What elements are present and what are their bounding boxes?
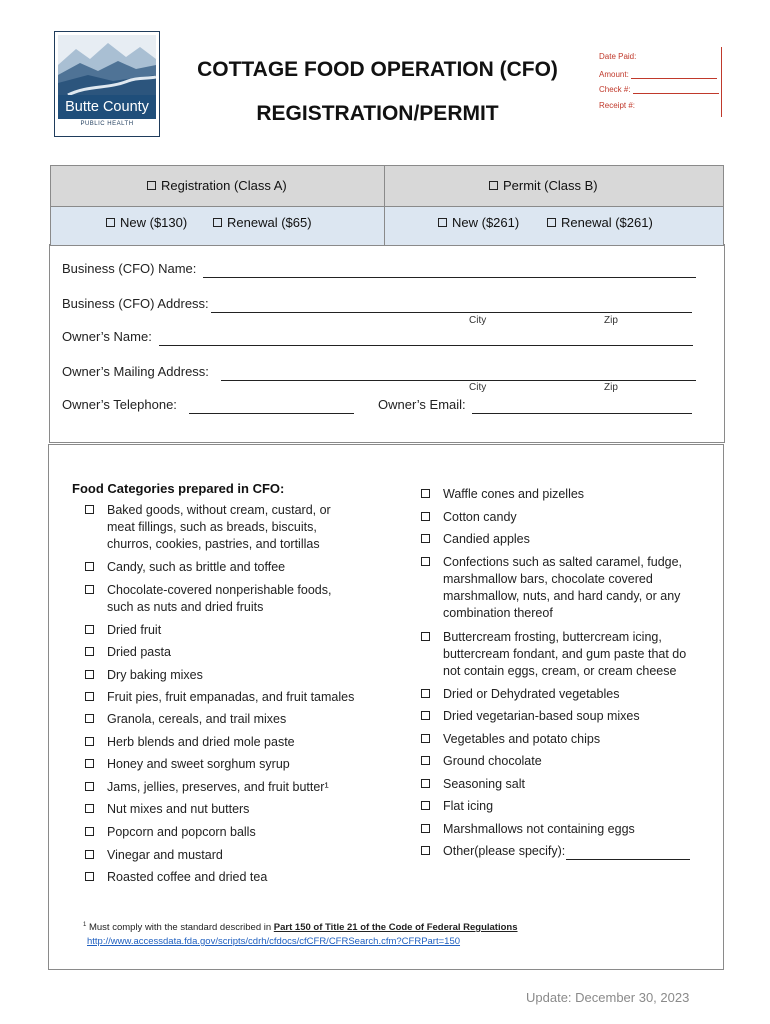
- class-a-heading[interactable]: Registration (Class A): [147, 178, 287, 193]
- butte-county-logo: [54, 31, 160, 137]
- update-date: Update: December 30, 2023: [526, 990, 690, 1005]
- food-item-label: Confections such as salted caramel, fudge,: [443, 555, 683, 569]
- checkbox-icon: [85, 872, 94, 881]
- food-item-label: such as nuts and dried fruits: [107, 600, 264, 614]
- checkbox-icon: [421, 779, 430, 788]
- food-item-label: Roasted coffee and dried tea: [107, 870, 268, 884]
- date-paid-label: Date Paid:: [599, 52, 637, 61]
- checkbox-icon: [489, 181, 498, 190]
- page-subtitle: REGISTRATION/PERMIT: [256, 102, 499, 125]
- food-item-label: Marshmallows not containing eggs: [443, 822, 635, 836]
- food-item-label: Buttercream frosting, buttercream icing,: [443, 630, 662, 644]
- other-specify-field[interactable]: [566, 858, 690, 860]
- food-item-label: meat fillings, such as breads, biscuits,: [107, 520, 317, 534]
- checkbox-icon: [106, 218, 115, 227]
- food-item-label: Seasoning salt: [443, 777, 526, 791]
- food-item-label: marshmallow bars, chocolate covered: [443, 572, 653, 586]
- email-label: Owner’s Email:: [378, 397, 466, 412]
- checkbox-icon: [213, 218, 222, 227]
- food-item-label: combination thereof: [443, 606, 553, 620]
- food-item-label: Waffle cones and pizelles: [443, 487, 585, 501]
- checkbox-icon: [85, 585, 94, 594]
- checkbox-icon: [85, 714, 94, 723]
- food-item-label: Candied apples: [443, 532, 530, 546]
- food-item-label: marshmallow, nuts, and hard candy, or any: [443, 589, 681, 603]
- footnote: $^1$ Must comply with the standard described in Part 150 of Title 21 of the Code of Federal Regulations: [83, 922, 518, 934]
- class-b-heading[interactable]: Permit (Class B): [489, 178, 598, 193]
- food-item-label: Dried pasta: [107, 645, 171, 659]
- mailing-city-label: City: [469, 382, 487, 393]
- amount-field[interactable]: [631, 70, 717, 79]
- mailing-zip-label: Zip: [604, 382, 618, 393]
- city-label: City: [469, 315, 487, 326]
- owner-name-field[interactable]: [159, 344, 693, 346]
- checkbox-icon: [421, 801, 430, 810]
- office-use-box: [595, 47, 722, 117]
- food-item-label: Vegetables and potato chips: [443, 732, 601, 746]
- checkbox-icon: [421, 534, 430, 543]
- checkbox-icon: [85, 692, 94, 701]
- food-item-label: Ground chocolate: [443, 754, 542, 768]
- checkbox-icon: [421, 711, 430, 720]
- checkbox-icon: [421, 734, 430, 743]
- food-item-label: Granola, cereals, and trail mixes: [107, 712, 287, 726]
- business-name-label: Business (CFO) Name:: [62, 261, 197, 276]
- checkbox-icon: [421, 557, 430, 566]
- class-a-new-checkbox[interactable]: New ($130): [106, 215, 187, 230]
- food-categories-heading: Food Categories prepared in CFO:: [72, 481, 285, 496]
- check-label: Check #:: [599, 85, 631, 94]
- food-item-label: Nut mixes and nut butters: [107, 802, 250, 816]
- food-item-label: churros, cookies, pastries, and tortillas: [107, 537, 320, 551]
- checkbox-icon: [85, 759, 94, 768]
- food-item-label: Chocolate-covered nonperishable foods,: [107, 583, 332, 597]
- food-item-label: Flat icing: [443, 799, 494, 813]
- checkbox-icon: [85, 737, 94, 746]
- food-item-label: buttercream fondant, and gum paste that do: [443, 647, 687, 661]
- class-b-renewal-checkbox[interactable]: Renewal ($261): [547, 215, 653, 230]
- checkbox-icon: [421, 632, 430, 641]
- checkbox-icon: [438, 218, 447, 227]
- food-item-label: Baked goods, without cream, custard, or: [107, 503, 331, 517]
- checkbox-icon: [85, 670, 94, 679]
- checkbox-icon: [421, 824, 430, 833]
- page-title: COTTAGE FOOD OPERATION (CFO): [197, 58, 558, 81]
- checkbox-icon: [421, 846, 430, 855]
- checkbox-icon: [421, 756, 430, 765]
- food-item-label: Dried fruit: [107, 623, 162, 637]
- checkbox-icon: [85, 804, 94, 813]
- food-item-label: Honey and sweet sorghum syrup: [107, 757, 290, 771]
- food-item-label: Fruit pies, fruit empanadas, and fruit tamales: [107, 690, 355, 704]
- cfr-reference: Part 150 of Title 21 of the Code of Federal Regulations: [273, 922, 518, 934]
- business-address-field[interactable]: [211, 311, 692, 313]
- receipt-label: Receipt #:: [599, 101, 636, 110]
- checkbox-icon: [421, 489, 430, 498]
- food-item-label: Vinegar and mustard: [107, 848, 223, 862]
- checkbox-icon: [85, 827, 94, 836]
- fda-link[interactable]: http://www.accessdata.fda.gov/scripts/cdrh/cfdocs/cfCFR/CFRSearch.cfm?CFRPart=150: [87, 936, 461, 947]
- food-item-label: Candy, such as brittle and toffee: [107, 560, 286, 574]
- checkbox-icon: [85, 505, 94, 514]
- checkbox-icon: [85, 647, 94, 656]
- food-item-label: Cotton candy: [443, 510, 517, 524]
- business-name-field[interactable]: [203, 276, 696, 278]
- checkbox-icon: [547, 218, 556, 227]
- business-address-label: Business (CFO) Address:: [62, 296, 209, 311]
- checkbox-icon: [85, 850, 94, 859]
- class-a-renewal-checkbox[interactable]: Renewal ($65): [213, 215, 312, 230]
- telephone-field[interactable]: [189, 412, 354, 414]
- food-item-label: Dried vegetarian-based soup mixes: [443, 709, 640, 723]
- zip-label: Zip: [604, 315, 618, 326]
- food-item-label: Other(please specify):: [443, 844, 566, 858]
- amount-label: Amount:: [599, 70, 629, 79]
- logo-name: Butte County: [65, 99, 149, 115]
- food-item-label: Herb blends and dried mole paste: [107, 735, 295, 749]
- telephone-label: Owner’s Telephone:: [62, 397, 177, 412]
- mountain-landscape-icon: [58, 35, 156, 95]
- checkbox-icon: [421, 689, 430, 698]
- checkbox-icon: [85, 625, 94, 634]
- food-item-label: Dry baking mixes: [107, 668, 203, 682]
- class-table: [50, 165, 724, 246]
- owner-name-label: Owner’s Name:: [62, 329, 152, 344]
- mailing-address-field[interactable]: [221, 379, 696, 381]
- checkbox-icon: [85, 562, 94, 571]
- food-item-label: Jams, jellies, preserves, and fruit butter¹: [107, 780, 329, 794]
- email-field[interactable]: [472, 412, 692, 414]
- mailing-address-label: Owner’s Mailing Address:: [62, 364, 209, 379]
- class-b-new-checkbox[interactable]: New ($261): [438, 215, 519, 230]
- checkbox-icon: [85, 782, 94, 791]
- food-item-label: not contain eggs, cream, or cream cheese: [443, 664, 677, 678]
- food-item-label: Dried or Dehydrated vegetables: [443, 687, 620, 701]
- food-item-label: Popcorn and popcorn balls: [107, 825, 256, 839]
- checkbox-icon: [421, 512, 430, 521]
- logo-subtitle: PUBLIC HEALTH: [80, 121, 134, 127]
- check-field[interactable]: [633, 85, 719, 94]
- checkbox-icon: [147, 181, 156, 190]
